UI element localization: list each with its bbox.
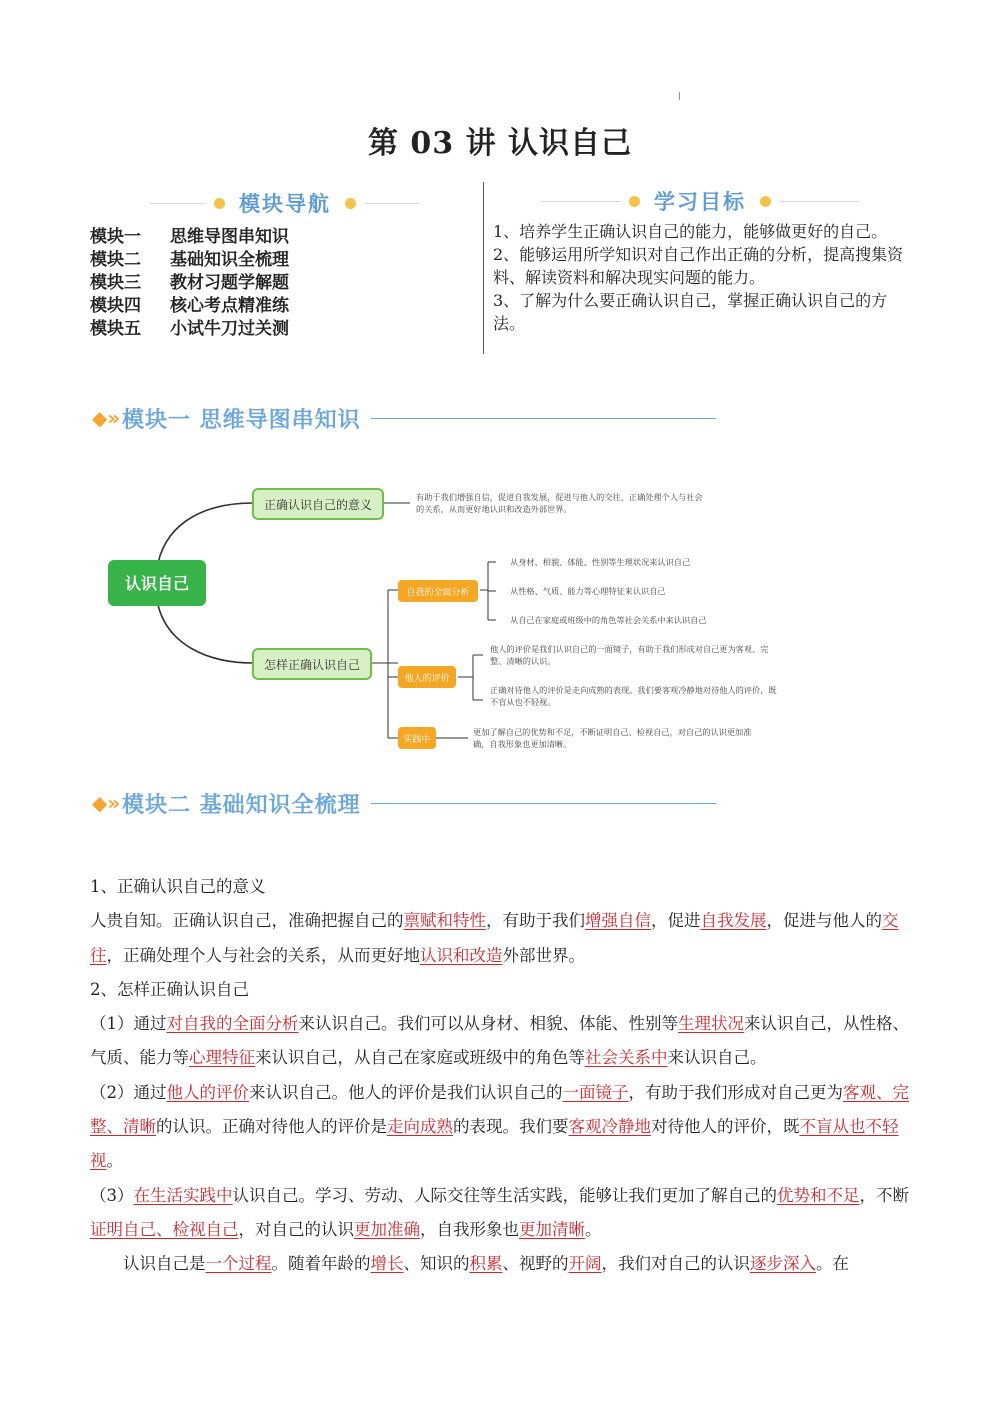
chevron-right-icon: ◆» [92,791,121,815]
nav-item[interactable] [90,249,289,272]
module2-title: 模块二 基础知识全梳理 [122,792,361,818]
nav-heading-bar [150,186,420,220]
connector [458,655,483,700]
key-phrase: 积累 [469,1254,503,1274]
text-run: （2）通过 [90,1082,167,1102]
connector [158,503,253,563]
dot-icon [760,196,771,207]
module-nav-list [90,226,289,341]
section-heading: 2、怎样正确认识自己 [90,979,249,999]
nav-item[interactable] [90,272,289,295]
divider [364,203,420,204]
key-phrase: 走向成熟 [387,1117,453,1137]
note-text: 有助于我们增强自信，促进自我发展，促进与他人的交往，正确处理个人与社会 [416,492,703,502]
text-run: ，不断 [859,1185,909,1205]
nav-heading: 模块导航 [239,192,331,216]
text-run: 。随着年龄的 [271,1254,371,1274]
nav-item[interactable] [90,295,289,318]
dot-icon [345,198,356,209]
key-phrase: 逐步深入 [750,1254,816,1274]
branch-label: 正确认识自己的意义 [263,498,373,512]
nav-item-label: 小试牛刀过关测 [170,319,289,339]
leaf-text: 不盲从也不轻视。 [490,697,556,707]
learning-goals [493,220,913,335]
goal-item: 3、了解为什么要正确认识自己，掌握正确认识自己的方法。 [493,291,888,333]
nav-item-key: 模块五 [90,319,141,339]
sub-label: 他人的评价 [404,674,450,684]
key-phrase: 客观冷静地 [568,1117,651,1137]
text-run: 、知识的 [403,1254,470,1274]
text-run: ，我们对自己的认识 [601,1254,750,1274]
text-run: （1）通过 [90,1014,167,1034]
key-phrase: 证明自己、检视自己 [90,1219,239,1239]
key-phrase: 社会关系中 [585,1048,668,1068]
key-phrase: 客观、完整、清晰 [90,1082,909,1137]
leaf-text: 他人的评价是我们认识自己的一面镜子，有助于我们形成对自己更为客观、完 [490,644,769,654]
text-run: 外部世界。 [502,945,585,965]
nav-item[interactable] [90,226,289,249]
key-phrase: 增长 [370,1254,404,1274]
key-phrase: 禀赋和特性 [403,911,486,931]
sub-label: 实践中 [403,735,431,745]
nav-item-key: 模块三 [90,273,141,293]
key-phrase: 更加准确 [354,1219,420,1239]
text-run: 来认识自己，从性格、气质、能力等 [90,1014,909,1068]
note-text: 的关系，从而更好地认识和改造外部世界。 [416,504,572,514]
leaf-text: 正确对待他人的评价是走向成熟的表现。我们要客观冷静地对待他人的评价，既 [490,685,777,695]
text-run: ，正确处理个人与社会的关系，从而更好地 [106,945,420,965]
divider [150,203,206,204]
key-phrase: 他人的评价 [166,1082,249,1102]
leaf-text: 从性格、气质、能力等心理特征来认识自己 [510,586,666,596]
paragraph [90,1007,910,1076]
key-phrase: 认识和改造 [420,945,503,965]
text-run: 人贵自知。正确认识自己，准确把握自己的 [90,911,404,931]
tick-mark [679,92,680,100]
text-run: ，自我形象也 [420,1219,519,1239]
divider [540,201,621,202]
module2-heading [92,786,716,820]
section-heading: 1、正确认识自己的意义 [90,877,266,896]
text-run: 的表现。我们要 [453,1117,569,1137]
text-run: 认识自己。学习、劳动、人际交往等生活实践，能够让我们更加了解自己的 [232,1185,777,1205]
nav-item-label: 思维导图串知识 [170,227,289,247]
text-run: 来认识自己。 [667,1048,767,1068]
text-run: ，对自己的认识 [238,1219,354,1239]
text-run: 、视野的 [502,1254,569,1274]
key-phrase: 开阔 [568,1254,602,1274]
nav-item-label: 教材习题学解题 [170,273,289,293]
text-run: （3） [90,1185,134,1205]
goal-item: 2、能够运用所学知识对自己作出正确的分析，提高搜集资料、解读资料和解决现实问题的能力。 [493,245,904,287]
key-phrase: 交往 [90,911,899,965]
connector [480,562,496,620]
key-phrase: 更加清晰 [519,1219,585,1239]
paragraph [90,1076,910,1179]
divider [779,201,860,202]
key-phrase: 对自我的全面分析 [166,1014,299,1034]
dot-icon [629,196,640,207]
divider [371,803,716,804]
branch-label: 怎样正确认识自己 [263,658,361,672]
text-run: ，促进 [651,911,701,931]
leaf-text: 整、清晰的认识。 [490,656,556,666]
divider [371,418,716,419]
text-run: 的认识。正确对待他人的评价是 [156,1117,387,1137]
chevron-right-icon: ◆» [92,406,121,430]
key-phrase: 优势和不足 [777,1185,860,1205]
leaf-text: 从身材、相貌、体能、性别等生理状况来认识自己 [510,557,691,567]
goals-heading-bar [540,184,860,218]
module1-heading [92,401,716,435]
mind-map [98,465,878,755]
nav-item-label: 核心考点精准练 [170,296,289,316]
text-run: ，有助于我们形成对自己更为 [628,1082,843,1102]
connector [388,590,398,738]
paragraph [90,904,910,973]
key-phrase: 增强自信 [585,911,651,931]
text-run: 。在 [816,1254,849,1274]
key-phrase: 一面镜子 [562,1082,629,1102]
text-run: 认识自己是 [123,1254,206,1274]
text-run: 来认识自己。我们可以从身材、相貌、体能、性别等 [298,1014,678,1034]
text-run: 来认识自己。他人的评价是我们认识自己的 [249,1082,563,1102]
sub-label: 自我的全面分析 [406,588,470,598]
key-phrase: 心理特征 [189,1048,255,1068]
paragraph [90,1247,910,1281]
nav-item[interactable] [90,318,289,341]
mindmap-root-label: 认识自己 [124,574,190,593]
nav-item-key: 模块一 [90,227,141,247]
key-phrase: 在生活实践中 [133,1185,233,1205]
leaf-text: 更加了解自己的优势和不足，不断证明自己、检视自己，对自己的认识更加准 [473,727,752,737]
paragraph [90,1179,910,1248]
nav-item-label: 基础知识全梳理 [170,250,289,270]
key-phrase: 不盲从也不轻视 [90,1117,899,1171]
text-run: 对待他人的评价，既 [651,1117,800,1137]
column-divider [483,182,484,354]
key-phrase: 生理状况 [678,1014,744,1034]
text-run: ，有助于我们 [486,911,585,931]
module1-title: 模块一 思维导图串知识 [122,407,361,433]
knowledge-body [90,870,910,1282]
goals-heading: 学习目标 [654,190,746,214]
text-run: 来认识自己，从自己在家庭或班级中的角色等 [255,1048,585,1068]
nav-item-key: 模块四 [90,296,141,316]
text-run: 。 [106,1151,123,1171]
key-phrase: 自我发展 [700,911,767,931]
leaf-text: 从自己在家庭或班级中的角色等社会关系中来认识自己 [510,615,707,625]
connector [158,605,253,663]
text-run: 。 [585,1219,602,1239]
nav-item-key: 模块二 [90,250,141,270]
text-run: ，促进与他人的 [766,911,882,931]
page-title: 第 03 讲 认识自己 [367,126,633,161]
dot-icon [214,198,225,209]
leaf-text: 确，自我形象也更加清晰。 [473,739,572,749]
key-phrase: 一个过程 [205,1254,272,1274]
goal-item: 1、培养学生正确认识自己的能力，能够做更好的自己。 [493,222,888,241]
